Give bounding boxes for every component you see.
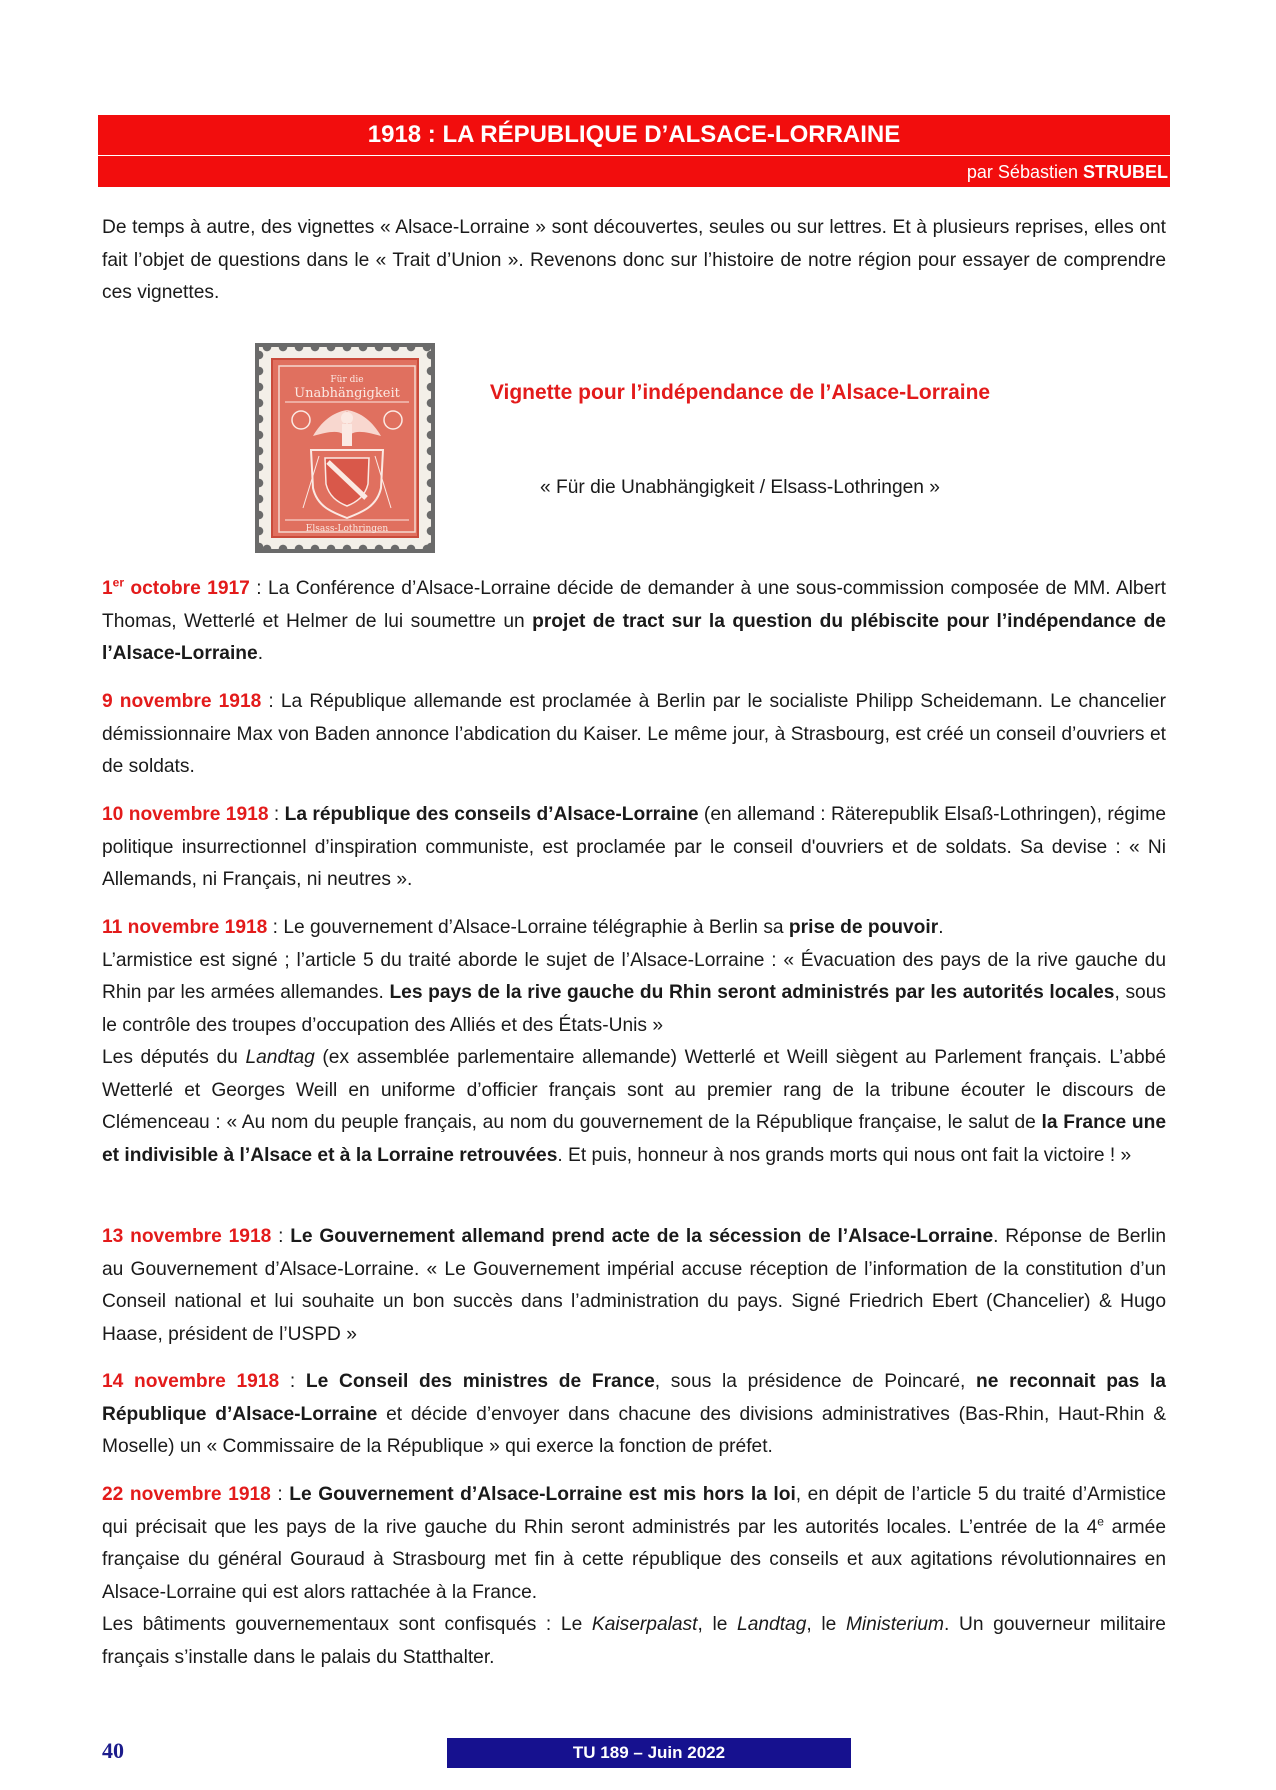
entry-1918-11-09: 9 novembre 1918 : La République allemande est proclamée à Berlin par le socialiste Philipp Scheidemann. Le chancelier démissionnaire Max von Baden annonce l’abdication du Kaiser. Le même jour, à Strasbourg, est créé un conseil d’ouvriers et de soldats.	[102, 691, 1166, 777]
figure-caption-subtitle: « Für die Unabhängigkeit / Elsass-Lothringen »	[540, 477, 940, 498]
stamp-image	[255, 343, 435, 553]
article-title: 1918 : LA RÉPUBLIQUE D’ALSACE-LORRAINE	[98, 115, 1170, 155]
figure-caption-title: Vignette pour l’indépendance de l’Alsace-Lorraine	[489, 381, 991, 404]
stamp-text-top-2: Unabhängigkeit	[294, 386, 400, 401]
page-number: 40	[102, 1738, 124, 1763]
stamp-text-top-1: Für die	[330, 375, 364, 385]
entry-paragraph: 11 novembre 1918 : Le gouvernement d’Alsace-Lorraine télégraphie à Berlin sa prise de pouvoir.	[102, 917, 944, 938]
stamp-text-bottom: Elsass-Lothringen	[305, 524, 389, 534]
entry-1918-11-10: 10 novembre 1918 : La république des conseils d’Alsace-Lorraine (en allemand : Räterepublik Elsaß-Lothringen), régime politique insurrectionnel d’inspiration communiste, est proclamée par le conseil d'ouvriers et de soldats. Sa devise : « Ni Allemands, ni Français, ni neutres ».	[102, 804, 1166, 890]
entry-date: 22 novembre 1918	[102, 1484, 271, 1505]
entry-date: 13 novembre 1918	[102, 1226, 272, 1247]
author-name: STRUBEL	[1083, 162, 1168, 182]
entry-1918-11-22	[102, 1479, 1166, 1674]
entry-date: 14 novembre 1918	[102, 1371, 280, 1392]
issue-footer: TU 189 – Juin 2022	[447, 1738, 851, 1768]
entry-paragraph: 22 novembre 1918 : Le Gouvernement d’Alsace-Lorraine est mis hors la loi, en dépit de l’article 5 du traité d’Armistice qui précisait que les pays de la rive gauche du Rhin seront administrés par les autorités locales. L’entrée de la 4e armée française du général Gouraud à Strasbourg met fin à cette république des conseils et aux agitations révolutionnaires en Alsace-Lorraine qui est alors rattachée à la France.	[102, 1484, 1167, 1603]
entry-date: 1er octobre 1917	[102, 575, 250, 599]
entry-1917-10-01: 1er octobre 1917 : La Conférence d’Alsace-Lorraine décide de demander à une sous-commission composée de MM. Albert Thomas, Wetterlé et Helmer de lui soumettre un projet de tract sur la question du plébiscite pour l’indépendance de l’Alsace-Lorraine.	[102, 575, 1166, 664]
entry-date: 9 novembre 1918	[102, 691, 262, 712]
intro-paragraph: De temps à autre, des vignettes « Alsace-Lorraine » sont découvertes, seules ou sur lettres. Et à plusieurs reprises, elles ont fait l’objet de questions dans le « Trait d’Union ». Revenons donc sur l’histoire de notre région pour essayer de comprendre ces vignettes.	[102, 217, 1166, 303]
entry-1918-11-14: 14 novembre 1918 : Le Conseil des ministres de France, sous la présidence de Poincaré, ne reconnait pas la République d’Alsace-Lorraine et décide d’envoyer dans chacune des divisions administratives (Bas-Rhin, Haut-Rhin & Moselle) un « Commissaire de la République » qui exerce la fonction de préfet.	[102, 1371, 1166, 1457]
byline-prefix: par Sébastien	[966, 162, 1078, 182]
entry-date: 10 novembre 1918	[102, 804, 269, 825]
entry-paragraph: Les députés du Landtag (ex assemblée parlementaire allemande) Wetterlé et Weill siègent au Parlement français. L’abbé Wetterlé et Georges Weill en uniforme d’officier français sont au premier rang de la tribune écouter le discours de Clémenceau : « Au nom du peuple français, au nom du gouvernement de la République française, le salut de la France une et indivisible à l’Alsace et à la Lorraine retrouvées. Et puis, honneur à nos grands morts qui nous ont fait la victoire ! »	[102, 1047, 1166, 1166]
stamp-design	[271, 358, 419, 538]
byline	[98, 155, 1170, 187]
entry-1918-11-13: 13 novembre 1918 : Le Gouvernement allemand prend acte de la sécession de l’Alsace-Lorraine. Réponse de Berlin au Gouvernement d’Alsace-Lorraine. « Le Gouvernement impérial accuse réception de l’information de la constitution d’un Conseil national et lui souhaite un bon succès dans l’administration du pays. Signé Friedrich Ebert (Chancelier) & Hugo Haase, président de l’USPD »	[102, 1226, 1167, 1345]
entry-paragraph: L’armistice est signé ; l’article 5 du traité aborde le sujet de l’Alsace-Lorraine : « Évacuation des pays de la rive gauche du Rhin par les armées allemandes. Les pays de la rive gauche du Rhin seront administrés par les autorités locales, sous le contrôle des troupes d’occupation des Alliés et des États-Unis »	[102, 949, 1166, 1036]
stamp-perforated-paper	[259, 347, 431, 549]
entry-date: 11 novembre 1918	[102, 917, 268, 938]
entry-paragraph: Les bâtiments gouvernementaux sont confisqués : Le Kaiserpalast, le Landtag, le Ministerium. Un gouverneur militaire français s’installe dans le palais du Statthalter.	[102, 1614, 1166, 1668]
entry-1918-11-11	[102, 912, 1166, 1172]
stamp-illustration	[273, 360, 419, 538]
